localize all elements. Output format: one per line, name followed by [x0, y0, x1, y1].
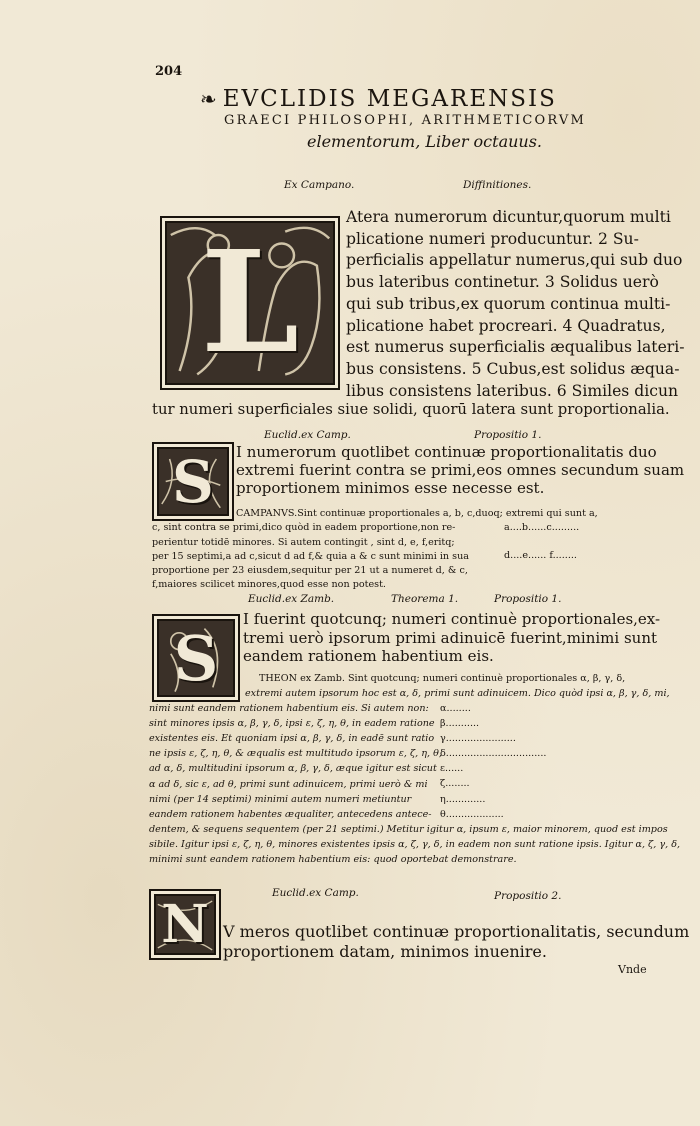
- diagram-line: α........: [440, 703, 471, 714]
- commentary-line: ad α, δ, multitudini ipsorum α, β, γ, δ, æque igitur est sicut: [149, 763, 437, 775]
- commentary-line: sibile. Igitur ipsi ε, ζ, η, θ, minores existentes ipsis α, ζ, γ, δ, in eadem non sunt ratione ipsis. Igitur α, ζ, γ, δ,: [149, 838, 681, 850]
- diagram-line: ζ........: [440, 778, 470, 790]
- prop2-text: [223, 922, 689, 962]
- diagram-line: δ.................................: [440, 748, 547, 760]
- definition-line: bus lateribus continetur. 3 Solidus uerò: [346, 273, 659, 292]
- commentary-line: dentem, & sequens sequentem (per 21 septimi.) Metitur igitur α, ipsum ε, maior minorem, quod est impos: [149, 823, 668, 835]
- diagram-abc: a....b......c.........: [504, 522, 580, 533]
- woodcut-initial-n: N: [149, 889, 221, 960]
- prop1-text: [236, 443, 684, 497]
- commentary-line: eandem rationem habentes æqualiter, antecedens antece-: [149, 808, 432, 820]
- title-line-2: GRAECI PHILOSOPHI, ARITHMETICORVM: [224, 113, 586, 128]
- prop1-heading: Propositio 1.: [474, 429, 542, 441]
- commentary-line: extremi autem ipsorum hoc est α, δ, primi sunt adinuicem. Dico quòd ipsi α, β, γ, δ, mi,: [245, 688, 670, 699]
- commentary-line: ne ipsis ε, ζ, η, θ, & æqualis est multitudo ipsorum ε, ζ, η, θ,: [149, 748, 442, 760]
- theon-commentary: [149, 686, 680, 867]
- woodcut-initial-l: L: [160, 216, 340, 390]
- diagram-line: β...........: [440, 718, 480, 730]
- definition-line: libus consistens lateribus. 6 Similes dicun: [346, 381, 679, 400]
- prop-line: I fuerint quotcunq; numeri continuè proportionales,ex-: [243, 610, 661, 628]
- prop-line: eandem rationem habentium eis.: [243, 647, 494, 665]
- commentary-line: nimi (per 14 septimi) minimi autem numeri metiuntur: [149, 793, 412, 805]
- woodcut-initial-s-2: S: [152, 614, 240, 702]
- theon-intro: THEON ex Zamb. Sint quotcunq; numeri continuè proportionales α, β, γ, δ,: [259, 673, 626, 684]
- prop-line: tremi uerò ipsorum primi adinuicē fuerint,minimi sunt: [243, 628, 658, 647]
- fleuron-ornament-icon: ❧: [200, 87, 219, 111]
- definition-line: qui sub tribus,ex quorum continua multi-: [346, 294, 671, 313]
- prop1-source: Euclid.ex Camp.: [264, 429, 351, 441]
- catchword: Vnde: [618, 963, 647, 976]
- definitions-text: [346, 207, 685, 402]
- diagram-line: θ...................: [440, 808, 504, 820]
- page-number: 204: [155, 64, 183, 79]
- title-line-3: elementorum, Liber octauus.: [307, 132, 543, 151]
- prop-line: I numerorum quotlibet continuæ proportionalitatis duo: [236, 443, 657, 461]
- commentary-line: existentes eis. Et quoniam ipsi α, β, γ, δ, in eadē sunt ratio: [149, 733, 435, 745]
- source-campano: Ex Campano.: [284, 179, 355, 191]
- commentary-line: perientur totidē minores. Si autem contingit , sint d, e, f,eritq;: [152, 536, 455, 548]
- prop-line: proportionem minimos esse necesse est.: [236, 479, 545, 497]
- commentary-line: proportione per 23 eiusdem,sequitur per 21 ut a numeret d, & c,: [152, 565, 468, 577]
- theorem1-heading: Propositio 1.: [494, 593, 562, 605]
- commentary-line: nimi sunt eandem rationem habentium eis. Si autem non:: [149, 703, 429, 715]
- definition-last-line: tur numeri superficiales siue solidi, quorū latera sunt proportionalia.: [152, 401, 670, 418]
- definition-line: perficialis appellatur numerus,qui sub duo: [346, 251, 683, 270]
- definition-line: Atera numerorum dicuntur,quorum multi: [346, 208, 671, 226]
- definition-line: plicatione numeri producuntur. 2 Su-: [346, 229, 639, 248]
- theorem1-source: Euclid.ex Zamb.: [248, 593, 335, 605]
- prop2-source: Euclid.ex Camp.: [272, 887, 359, 899]
- commentary-line: sint minores ipsis α, β, γ, δ, ipsi ε, ζ, η, θ, in eadem ratione: [149, 718, 435, 730]
- prop-line: proportionem datam, minimos inuenire.: [223, 942, 547, 961]
- title-line-1: [200, 86, 557, 112]
- prop-line: V meros quotlibet continuæ proportionalitatis, secundum: [223, 922, 690, 941]
- theorem1-label: Theorema 1.: [391, 593, 459, 605]
- greek-diagram: [440, 701, 546, 822]
- woodcut-initial-s: S: [152, 442, 234, 521]
- diagram-line: ε......: [440, 763, 464, 775]
- diagram-line: η.............: [440, 793, 486, 805]
- diagram-line: γ.......................: [440, 733, 516, 745]
- theorem1-text: [243, 610, 660, 666]
- definition-line: bus consistens. 5 Cubus,est solidus æqua-: [346, 359, 680, 378]
- commentary-line: f,maiores scilicet minores,quod esse non potest.: [152, 579, 386, 591]
- title-text: EVCLIDIS MEGARENSIS: [222, 86, 557, 112]
- commentary-line: per 15 septimi,a ad c,sicut d ad f,& quia a & c sunt minimi in sua: [152, 550, 469, 562]
- section-diffinitiones: Diffinitiones.: [463, 179, 532, 191]
- commentary-line: c, sint contra se primi,dico quòd in eadem proportione,non re-: [152, 522, 456, 534]
- definition-line: plicatione habet procreari. 4 Quadratus,: [346, 316, 666, 335]
- prop-line: extremi fuerint contra se primi,eos omnes secundum suam: [236, 461, 685, 479]
- commentary-line: minimi sunt eandem rationem habentium eis: quod oportebat demonstrare.: [149, 854, 517, 866]
- commentary-line: CAMPANVS.Sint continuæ proportionales a, b, c,duoq; extremi qui sunt a,: [236, 508, 598, 519]
- diagram-def: d....e...... f........: [504, 550, 577, 561]
- prop2-heading: Propositio 2.: [494, 890, 562, 902]
- commentary-line: α ad δ, sic ε, ad θ, primi sunt adinuicem, primi uerò & mi: [149, 778, 428, 790]
- definition-line: est numerus superficialis æqualibus lateri-: [346, 338, 685, 357]
